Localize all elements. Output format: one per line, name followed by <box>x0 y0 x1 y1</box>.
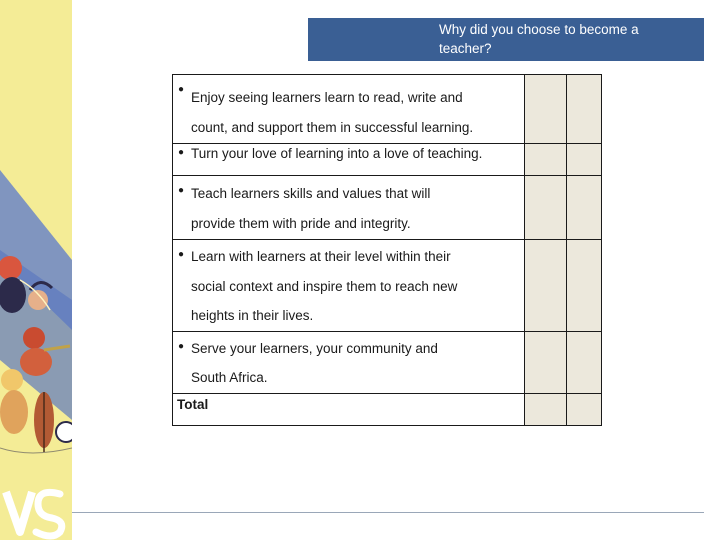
check-cell-2[interactable] <box>566 144 601 176</box>
statement-cell <box>173 332 525 394</box>
check-cell-2[interactable] <box>566 176 601 240</box>
reasons-table <box>172 74 602 426</box>
check-cell-1[interactable] <box>525 75 566 144</box>
check-cell-1[interactable] <box>525 332 566 394</box>
statement-line: Enjoy seeing learners learn to read, write and <box>191 90 463 105</box>
check-cell-2[interactable] <box>566 240 601 332</box>
question-header <box>308 18 704 61</box>
footer-divider <box>72 512 704 513</box>
statement-line: Learn with learners at their level within their <box>191 249 451 264</box>
total-cell <box>173 394 525 426</box>
statement-cell <box>173 75 525 144</box>
check-cell-1[interactable] <box>525 144 566 176</box>
bullet-icon: ● <box>178 147 185 158</box>
table-row <box>173 332 602 394</box>
total-value-cell-2[interactable] <box>566 394 601 426</box>
statement-line: Teach learners skills and values that will <box>191 186 431 201</box>
statement-line: social context and inspire them to reach new <box>191 278 458 294</box>
statement-line: count, and support them in successful learning. <box>191 120 474 135</box>
statement-cell <box>173 240 525 332</box>
statement-cell <box>173 176 525 240</box>
statement-line: Turn your love of learning into a love of teaching. <box>191 146 483 161</box>
bullet-icon: ● <box>178 249 185 260</box>
musicians-illustration-icon <box>0 0 72 540</box>
check-cell-1[interactable] <box>525 176 566 240</box>
table-row <box>173 75 602 144</box>
check-cell-2[interactable] <box>566 332 601 394</box>
statement-line: South Africa. <box>191 370 268 385</box>
table-row-total <box>173 394 602 426</box>
check-cell-2[interactable] <box>566 75 601 144</box>
sidebar-illustration <box>0 0 72 540</box>
question-text: Why did you choose to become a teacher? <box>439 22 639 56</box>
statement-line: heights in their lives. <box>191 308 314 323</box>
statement-line: provide them with pride and integrity. <box>191 216 411 231</box>
table-row <box>173 176 602 240</box>
bullet-icon: ● <box>178 185 185 196</box>
table-row <box>173 240 602 332</box>
bullet-icon: ● <box>178 341 185 352</box>
vs-logo-icon <box>6 492 62 536</box>
statement-line: Serve your learners, your community and <box>191 341 438 356</box>
table-row <box>173 144 602 176</box>
total-label: Total <box>177 397 209 412</box>
check-cell-1[interactable] <box>525 240 566 332</box>
bullet-icon: ● <box>178 84 185 95</box>
statement-cell <box>173 144 525 176</box>
total-value-cell-1[interactable] <box>525 394 566 426</box>
